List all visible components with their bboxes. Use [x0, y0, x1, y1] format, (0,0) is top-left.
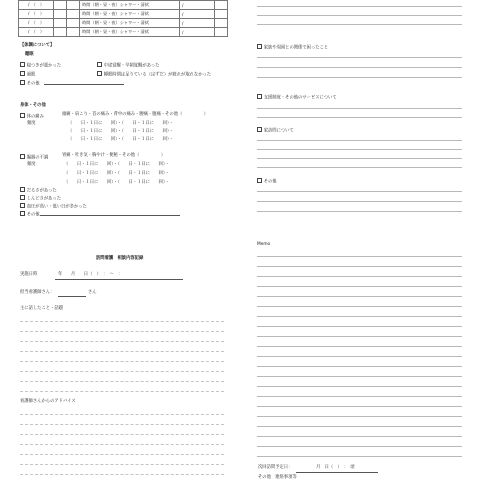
- checkbox-item[interactable]: 腸器の不調: [20, 154, 48, 161]
- write-line[interactable]: [257, 57, 462, 58]
- write-line[interactable]: [257, 306, 462, 307]
- checkbox-icon[interactable]: [20, 71, 25, 76]
- schedule-entry: 時間（朝・昼・夜）シャワー・清拭: [80, 28, 180, 37]
- next-visit-value: 月 日（ ） ： 頃: [316, 465, 355, 470]
- checkbox-item[interactable]: 支援制度・その他のサービスについて: [257, 94, 337, 101]
- write-line[interactable]: [257, 376, 462, 377]
- freq-line: （ 日・１日に 回）・（ 日・１日に 回）・: [64, 171, 170, 176]
- write-line[interactable]: [20, 331, 224, 332]
- write-line[interactable]: [257, 67, 462, 68]
- write-line[interactable]: [20, 381, 224, 382]
- condition-title: 【体調について】: [20, 43, 55, 48]
- checkbox-icon[interactable]: [20, 154, 25, 159]
- write-line[interactable]: [257, 276, 462, 277]
- write-line[interactable]: [257, 406, 462, 407]
- write-line[interactable]: [257, 158, 462, 159]
- write-line[interactable]: [20, 351, 224, 352]
- sleep-heading: 睡眠: [25, 52, 34, 57]
- checkbox-item[interactable]: だるさがあった: [20, 187, 57, 194]
- write-line[interactable]: [44, 84, 124, 85]
- nurse-suffix: さん: [88, 290, 97, 295]
- checkbox-icon[interactable]: [20, 211, 25, 216]
- write-line[interactable]: [40, 215, 180, 216]
- table-row: [19, 28, 228, 37]
- write-line[interactable]: [257, 366, 462, 367]
- write-line[interactable]: [257, 15, 462, 16]
- checkbox-item[interactable]: 寝つきが悪かった: [20, 62, 61, 69]
- write-line[interactable]: [257, 211, 462, 212]
- write-line[interactable]: [257, 316, 462, 317]
- write-line[interactable]: [257, 201, 462, 202]
- schedule-slash: /: [180, 10, 215, 19]
- schedule-slash: /: [180, 19, 215, 28]
- write-line[interactable]: [257, 266, 462, 267]
- schedule-slash: /: [180, 28, 215, 37]
- checkbox-icon[interactable]: [20, 80, 25, 85]
- write-line[interactable]: [257, 386, 462, 387]
- memo-label: Memo: [257, 242, 271, 247]
- nurse-name-line[interactable]: [58, 296, 86, 297]
- write-line[interactable]: [257, 24, 462, 25]
- write-line[interactable]: [20, 321, 224, 322]
- visit-title: 訪問看護 相談内容記録: [96, 256, 144, 261]
- schedule-entry: 時間（朝・昼・夜）シャワー・清拭: [80, 10, 180, 19]
- write-line[interactable]: [257, 446, 462, 447]
- schedule-slash: /: [180, 1, 215, 10]
- checkbox-item[interactable]: 中途覚醒・早朝覚醒があった: [97, 62, 160, 69]
- write-line[interactable]: [20, 371, 224, 372]
- schedule-date: / （ ）: [19, 19, 54, 28]
- checkbox-icon[interactable]: [20, 62, 25, 67]
- write-line[interactable]: [20, 341, 224, 342]
- write-line[interactable]: [257, 149, 462, 150]
- checkbox-icon[interactable]: [97, 62, 102, 67]
- write-line[interactable]: [257, 117, 462, 118]
- checkbox-icon[interactable]: [257, 127, 262, 132]
- write-line[interactable]: [257, 140, 462, 141]
- freq-line: （ 日・１日に 回）・（ 日・１日に 回）・: [68, 137, 174, 142]
- freq-line: （ 日・１日に 回）・（ 日・１日に 回）・: [68, 129, 174, 134]
- freq-line: （ 日・１日に 回）・（ 日・１日に 回）・: [64, 162, 170, 167]
- gut-options: 胃痛・吐き気・胸やけ・便秘・その他（ ）: [62, 153, 166, 158]
- freq-line: （ 日・１日に 回）・（ 日・１日に 回）・: [68, 121, 174, 126]
- checkbox-icon[interactable]: [257, 94, 262, 99]
- nurse-label: 担当看護師さん：: [20, 290, 55, 295]
- schedule-date: / （ ）: [19, 28, 54, 37]
- schedule-date: / （ ）: [19, 10, 54, 19]
- checkbox-item[interactable]: 家族や周囲との関係で困ったこと: [257, 44, 328, 51]
- checkbox-icon[interactable]: [20, 195, 25, 200]
- write-line[interactable]: [257, 286, 462, 287]
- checkbox-item[interactable]: 血圧が高い・低い日が多かった: [20, 203, 87, 210]
- write-line[interactable]: [257, 426, 462, 427]
- write-line[interactable]: [257, 108, 462, 109]
- schedule-entry: 時間（朝・昼・夜）シャワー・清拭: [80, 1, 180, 10]
- freq-label: 頻度: [27, 162, 36, 167]
- write-line[interactable]: [257, 167, 462, 168]
- write-line[interactable]: [257, 296, 462, 297]
- checkbox-icon[interactable]: [257, 44, 262, 49]
- checkbox-item[interactable]: 過眠: [20, 71, 35, 78]
- table-row: [19, 10, 228, 19]
- checkbox-icon[interactable]: [20, 187, 25, 192]
- checkbox-item[interactable]: しんどさがあった: [20, 195, 61, 202]
- write-line[interactable]: [20, 424, 224, 425]
- schedule-entry: 時間（朝・昼・夜）シャワー・清拭: [80, 19, 180, 28]
- checkbox-icon[interactable]: [97, 71, 102, 76]
- checkbox-icon[interactable]: [20, 113, 25, 118]
- checkbox-item[interactable]: 体の痛み: [20, 113, 44, 120]
- schedule-date: / （ ）: [19, 1, 54, 10]
- advice-label: 看護師さんからのアドバイス: [20, 399, 76, 404]
- write-line[interactable]: [20, 414, 224, 415]
- write-line[interactable]: [257, 416, 462, 417]
- schedule-table: [18, 0, 228, 37]
- table-row: [19, 1, 228, 10]
- write-line[interactable]: [20, 444, 224, 445]
- checkbox-icon[interactable]: [20, 203, 25, 208]
- write-line[interactable]: [20, 391, 224, 392]
- write-line[interactable]: [20, 474, 224, 475]
- write-line[interactable]: [20, 361, 224, 362]
- note-label: その他 連絡事項等: [258, 475, 297, 480]
- write-line[interactable]: [20, 434, 224, 435]
- write-line[interactable]: [20, 454, 224, 455]
- checkbox-icon[interactable]: [257, 178, 262, 183]
- date-underline[interactable]: [55, 279, 183, 280]
- write-line[interactable]: [257, 336, 462, 337]
- pain-options: 頭痛・肩こり・首の痛み・背中の痛み・腰痛・腹痛・その他（ ）: [62, 112, 209, 117]
- write-line[interactable]: [257, 346, 462, 347]
- date-value: 年 月 日（ ） ： 〜 ：: [58, 272, 123, 277]
- checkbox-item[interactable]: その他: [20, 80, 40, 87]
- write-line[interactable]: [20, 464, 224, 465]
- write-line[interactable]: [257, 256, 462, 257]
- write-line[interactable]: [257, 191, 462, 192]
- write-line[interactable]: [257, 396, 462, 397]
- checkbox-item[interactable]: 睡眠時間は足りている（はずだ）が疲れが取れなかった: [97, 71, 211, 78]
- next-visit-label: 次回訪問予定日：: [258, 465, 293, 470]
- checkbox-item[interactable]: その他: [20, 211, 40, 218]
- body-heading: 身体・その他: [20, 103, 46, 108]
- checkbox-item[interactable]: 家訪問について: [257, 127, 294, 134]
- talk-label: 主に話したこと・話題: [20, 306, 63, 311]
- write-line[interactable]: [257, 6, 462, 7]
- write-line[interactable]: [257, 456, 462, 457]
- freq-label: 頻度: [27, 121, 36, 126]
- freq-line: （ 日・１日に 回）・（ 日・１日に 回）・: [64, 180, 170, 185]
- write-line[interactable]: [257, 326, 462, 327]
- checkbox-item[interactable]: その他: [257, 178, 277, 185]
- write-line[interactable]: [257, 436, 462, 437]
- write-line[interactable]: [257, 356, 462, 357]
- write-line[interactable]: [257, 77, 462, 78]
- date-label: 実施日時: [20, 272, 38, 277]
- next-visit-underline[interactable]: [296, 472, 378, 473]
- table-row: [19, 19, 228, 28]
